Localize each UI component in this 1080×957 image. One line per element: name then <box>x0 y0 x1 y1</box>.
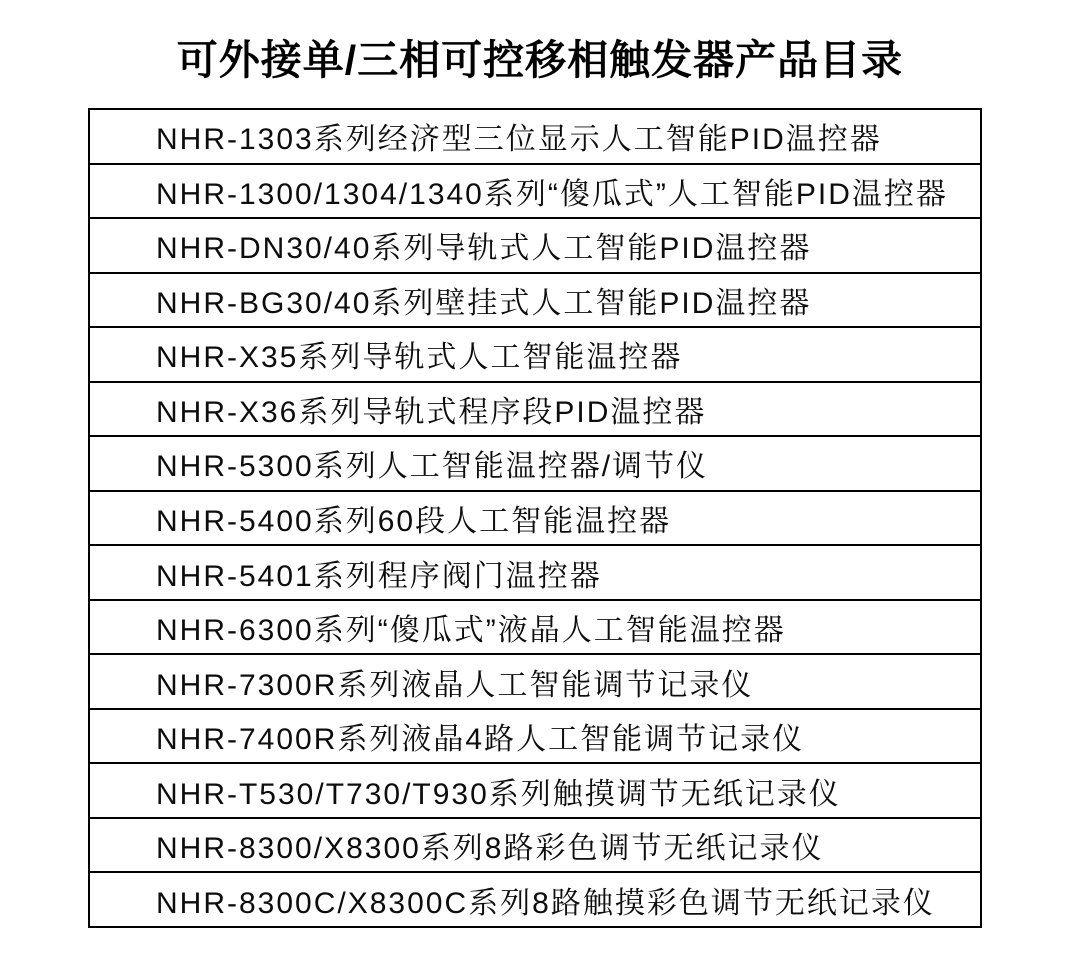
product-name: NHR-DN30/40系列导轨式人工智能PID温控器 <box>156 232 812 266</box>
product-name: NHR-X36系列导轨式程序段PID温控器 <box>156 395 707 429</box>
product-table <box>88 108 982 928</box>
product-name: NHR-8300C/X8300C系列8路触摸彩色调节无纸记录仪 <box>156 886 935 920</box>
product-name: NHR-5400系列60段人工智能温控器 <box>156 504 672 538</box>
product-name: NHR-X35系列导轨式人工智能温控器 <box>156 341 683 375</box>
table-row <box>90 655 980 710</box>
product-name: NHR-1303系列经济型三位显示人工智能PID温控器 <box>156 123 882 157</box>
table-row <box>90 110 980 165</box>
table-row <box>90 383 980 438</box>
table-row <box>90 601 980 656</box>
table-row <box>90 764 980 819</box>
product-name: NHR-5300系列人工智能温控器/调节仪 <box>156 450 709 484</box>
product-name: NHR-8300/X8300系列8路彩色调节无纸记录仪 <box>156 832 824 866</box>
table-row <box>90 819 980 874</box>
table-row <box>90 546 980 601</box>
product-name: NHR-5401系列程序阀门温控器 <box>156 559 602 593</box>
product-name: NHR-BG30/40系列壁挂式人工智能PID温控器 <box>156 286 812 320</box>
product-name: NHR-7300R系列液晶人工智能调节记录仪 <box>156 668 754 702</box>
table-row <box>90 274 980 329</box>
table-row <box>90 219 980 274</box>
table-row <box>90 873 980 926</box>
table-row <box>90 710 980 765</box>
product-name: NHR-T530/T730/T930系列触摸调节无纸记录仪 <box>156 777 841 811</box>
table-row <box>90 437 980 492</box>
table-row <box>90 165 980 220</box>
product-name: NHR-1300/1304/1340系列“傻瓜式”人工智能PID温控器 <box>156 177 948 211</box>
page-title: 可外接单/三相可控移相触发器产品目录 <box>176 37 904 83</box>
product-name: NHR-7400R系列液晶4路人工智能调节记录仪 <box>156 723 805 757</box>
table-row <box>90 492 980 547</box>
table-row <box>90 328 980 383</box>
product-name: NHR-6300系列“傻瓜式”液晶人工智能温控器 <box>156 614 786 648</box>
